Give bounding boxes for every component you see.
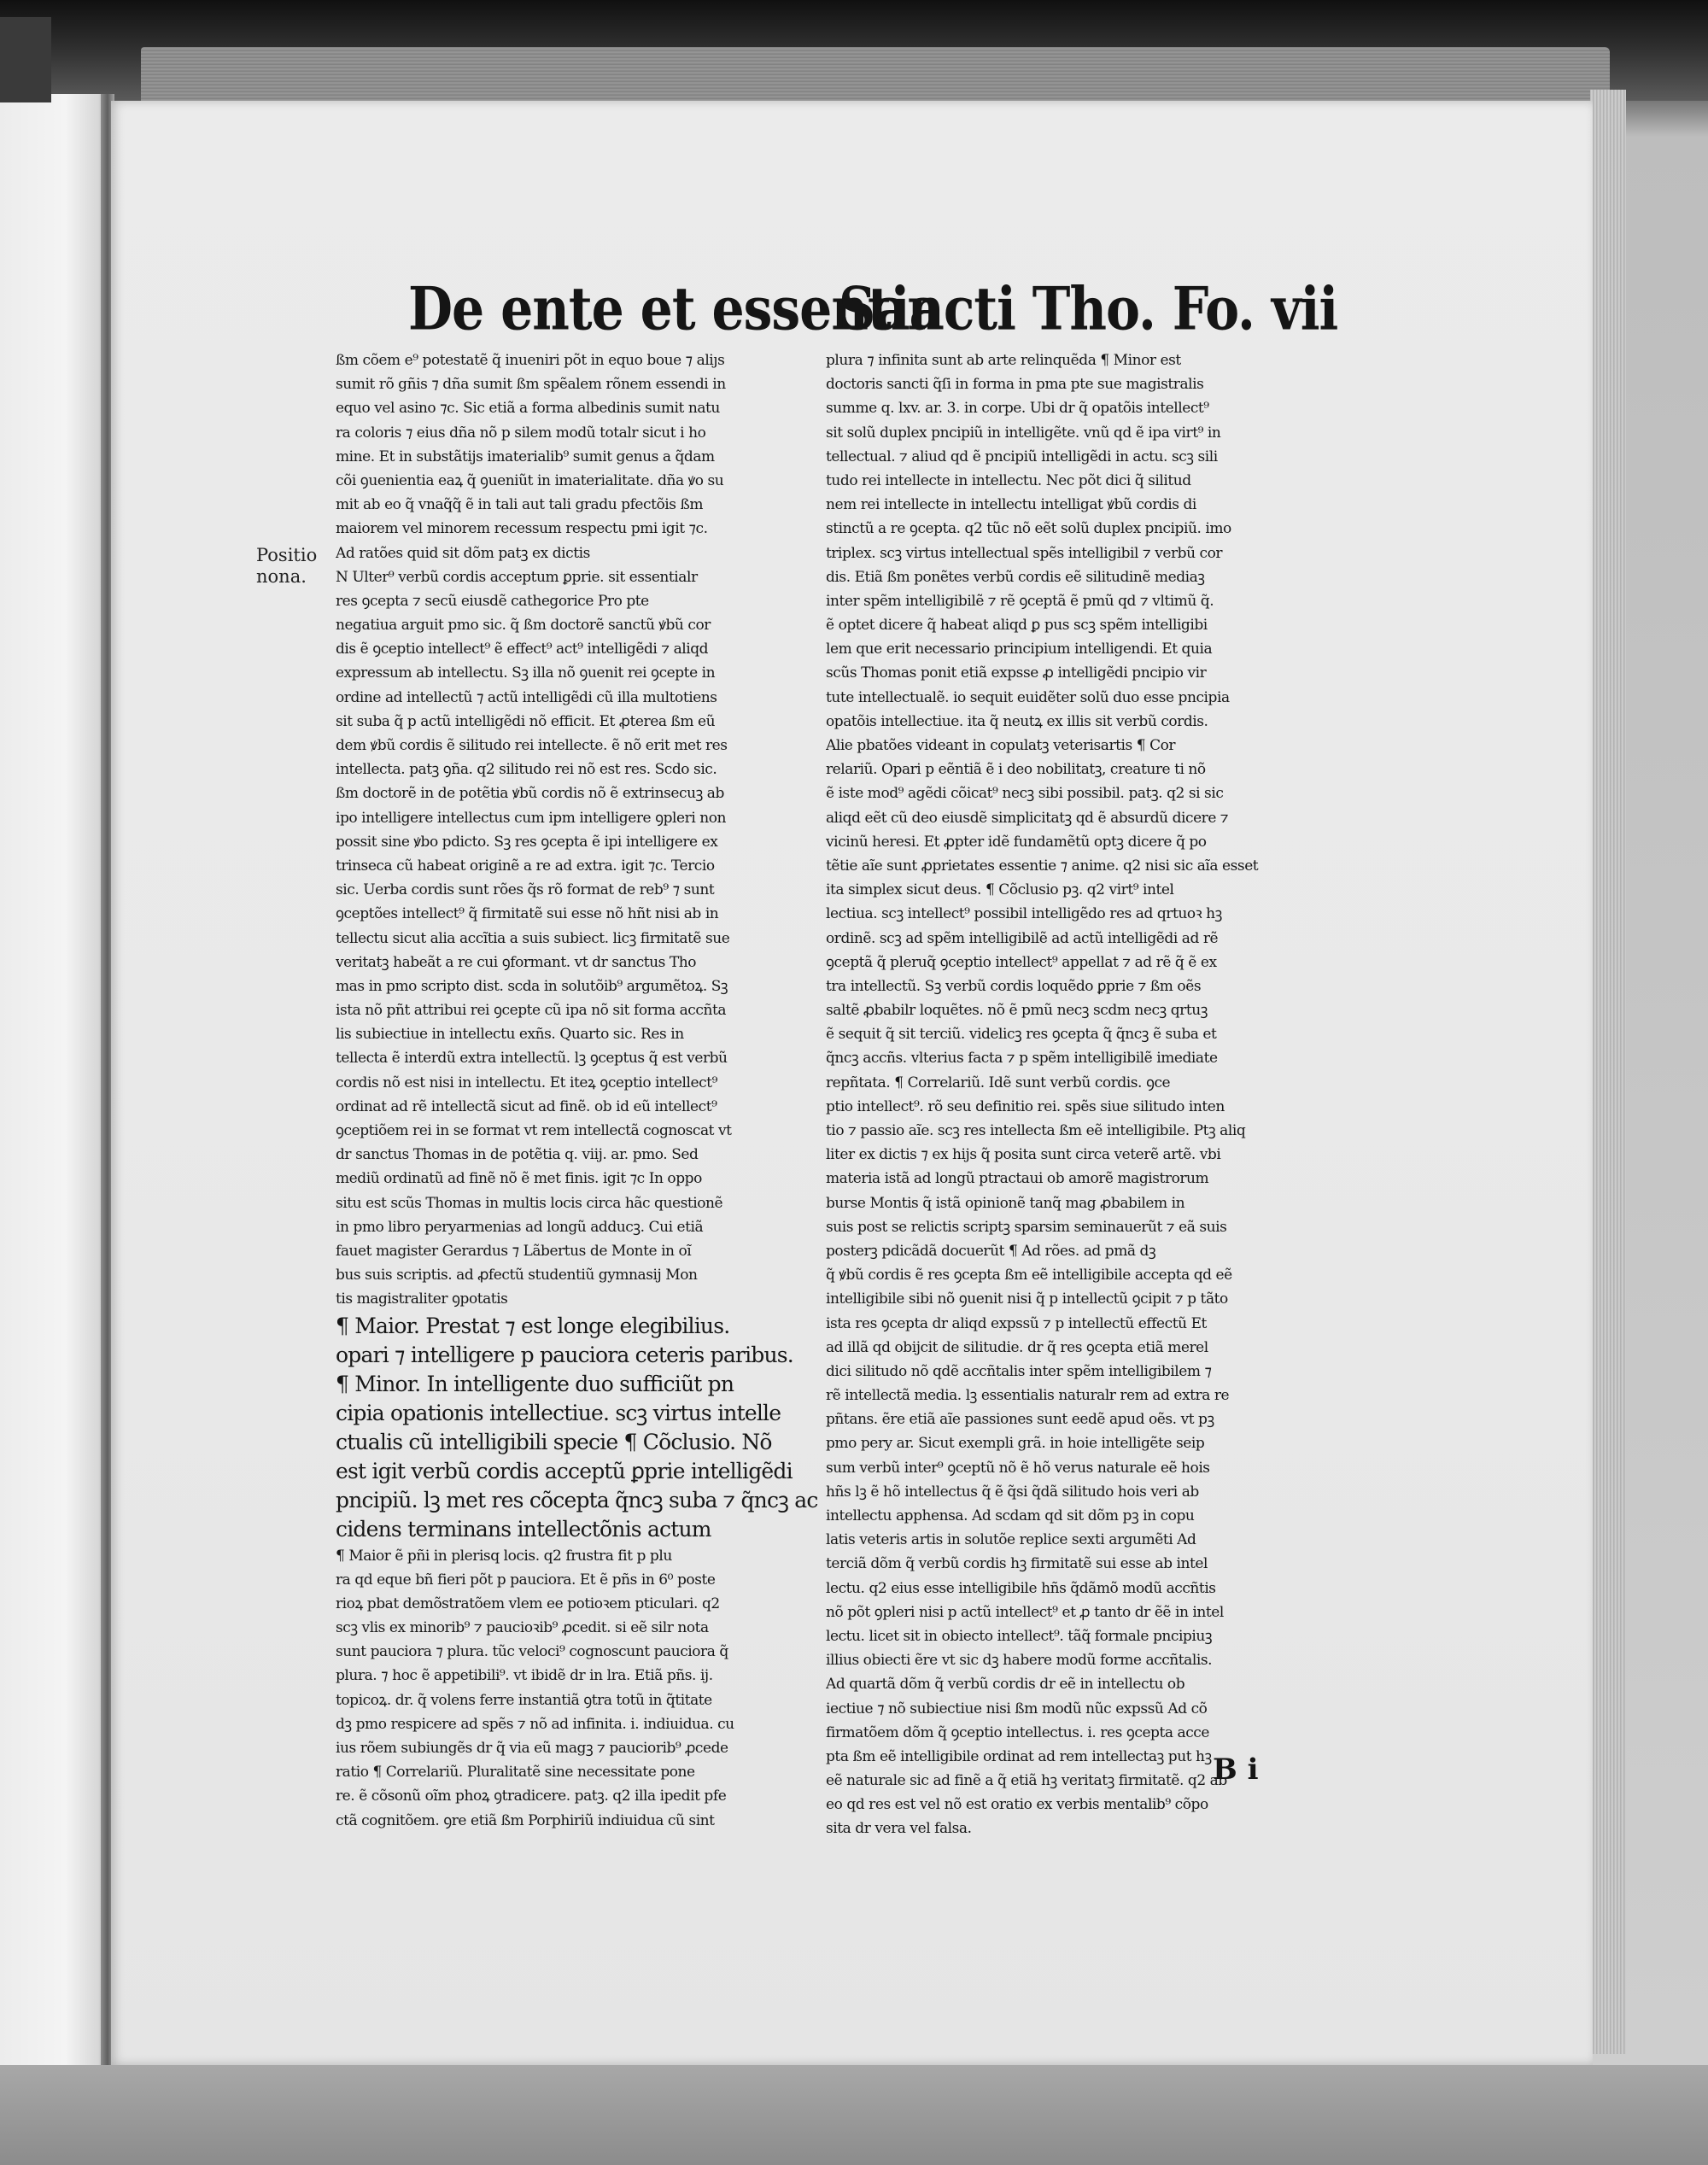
text-line: opatõis intellectiue. ita q̃ neutꝝ ex illis sit verbũ cordis. [826,712,1208,730]
text-line: triplex. scꝫ virtus intellectual spẽs intelligibil ⁊ verbũ cor [826,544,1223,562]
text-line: expressum ab intellectu. Sꝫ illa nõ ꝯuenit rei ꝯcepte in [336,664,716,682]
text-line: summe q. lxv. ar. 3. in corpe. Ubi dr q̃ opatõis intellect⁹ [826,400,1209,418]
text-line: burse Montis q̃ istã opinionẽ tanq̃ mag ꝓbabilem in [826,1194,1185,1212]
text-line: ẽ sequit q̃ sit terciũ. videlicꝫ res ꝯcepta q̃ q̃ncꝫ ẽ suba et [826,1026,1217,1044]
text-line: intellectu apphensa. Ad scdam qd sit dõm pꝫ in copu [826,1507,1195,1524]
text-line: pmo pery ar. Sicut exempli grã. in hoie intelligẽte seip [826,1435,1205,1453]
text-line: q̃ ꝟbũ cordis ẽ res ꝯcepta ßm eẽ intelligibile accepta qd eẽ [826,1267,1232,1284]
text-line: Ad quartã dõm q̃ verbũ cordis dr eẽ in intellectu ob [826,1676,1185,1694]
text-line: ipo intelligere intellectus cum ipm intelligere ꝯpleri non [336,809,727,827]
text-line: est igit verbũ cordis acceptũ ꝑprie intelligẽdi [336,1458,793,1483]
text-line: lem que erit necessario principium intelligendi. Et quia [826,641,1213,658]
left-page-edge [0,94,109,2084]
text-line: ista res ꝯcepta dr aliqd expssũ ⁊ p intellectũ effectũ Et [826,1314,1207,1332]
text-line: fauet magister Gerardus ⁊ Lãbertus de Monte in oĩ [336,1242,692,1260]
text-line: trinseca cũ habeat originẽ a re ad extra. igit ⁊c. Tercio [336,857,715,875]
text-line: ẽ iste mod⁹ agẽdi cõicat⁹ necꝫ sibi possibil. patꝫ. q2 si sic [826,785,1224,803]
text-line: dꝫ pmo respicere ad spẽs ⁊ nõ ad infinita. i. indiuidua. cu [336,1715,734,1733]
text-line: Ad ratões quid sit dõm patꝫ ex dictis [336,544,590,562]
text-line: possit sine ꝟbo pdicto. Sꝫ res ꝯcepta ẽ ipi intelligere ex [336,833,718,851]
text-line: mas in pmo scripto dist. scda in solutõib⁹ argumẽtoꝝ. Sꝫ [336,977,728,995]
text-line: firmatõem dõm q̃ ꝯceptio intellectus. i. res ꝯcepta acce [826,1723,1209,1741]
text-line: ra coloris ⁊ eius dña nõ p silem modũ totalr sicut i ho [336,424,706,442]
text-line: sum verbũ inter⁹ ꝯceptũ nõ ẽ hõ verus naturale eẽ hois [826,1459,1210,1477]
text-line: ꝯceptã q̃ pleruq̃ ꝯceptio intellect⁹ appellat ⁊ ad rẽ q̃ ẽ ex [826,953,1217,971]
text-line: nem rei intellecte in intellectu intelligat ꝟbũ cordis di [826,496,1196,514]
text-line: illius obiecti ẽre vt sic dꝫ habere modũ forme accñtalis. [826,1652,1213,1670]
text-line: sita dr vera vel falsa. [826,1820,972,1838]
text-line: tudo rei intellecte in intellectu. Nec põt dici q̃ silitud [826,471,1191,489]
text-line: lis subiectiue in intellectu exñs. Quarto sic. Res in [336,1026,684,1044]
text-line: ra qd eque bñ fieri põt p pauciora. Et ẽ pñs in 6⁰ poste [336,1571,716,1589]
text-column-left [336,348,831,1833]
text-line: tra intellectũ. Sꝫ verbũ cordis loquẽdo ꝑprie ⁊ ßm oẽs [826,977,1202,995]
text-line: in pmo libro peryarmenias ad longũ adducꝫ. Cui etiã [336,1218,704,1236]
text-line: rẽ intellectã media. lꝫ essentialis naturalr rem ad extra re [826,1387,1230,1405]
text-line: mit ab eo q̃ vnaq̃q̃ ẽ in tali aut tali gradu pfectõis ßm [336,496,704,514]
text-line: ¶ Maior ẽ pñi in plerisq locis. q2 frustra fit p plu [336,1547,672,1565]
binding-shadow [0,17,51,102]
text-line: relariũ. Opari p eẽntiã ẽ i deo nobilitatꝫ, creature ti nõ [826,761,1206,779]
text-line: ¶ Maior. Prestat ⁊ est longe elegibilius. [336,1313,730,1338]
text-line: ꝯceptiõem rei in se format vt rem intellectã cognoscat vt [336,1122,732,1139]
text-line: pta ßm eẽ intelligibile ordinat ad rem intellectaꝫ put hꝫ [826,1747,1212,1765]
text-line: materia istã ad longũ ptractaui ob amorẽ magistrorum [826,1170,1209,1188]
text-line: ßm doctorẽ in de potẽtia ꝟbũ cordis nõ ẽ extrinsecuꝫ ab [336,785,724,803]
scan-bottom-background [0,2065,1708,2165]
text-line: tute intellectualẽ. io sequit euidẽter solũ duo esse pncipia [826,688,1230,706]
text-line: lectu. licet sit in obiecto intellect⁹. tãq̃ formale pncipiuꝫ [826,1627,1213,1645]
text-line: plura. ⁊ hoc ẽ appetibili⁹. vt ibidẽ dr in lra. Etiã pñs. ij. [336,1667,713,1685]
text-line: negatiua arguit pmo sic. q̃ ßm doctorẽ sanctũ ꝟbũ cor [336,617,711,635]
text-line: sumit rõ gñis ⁊ dña sumit ßm spẽalem rõnem essendi in [336,376,726,394]
text-line: res ꝯcepta ⁊ secũ eiusdẽ cathegorice Pro pte [336,592,649,610]
text-line: lectiua. scꝫ intellect⁹ possibil intelligẽdo res ad qrtuoꝛ hꝫ [826,905,1222,923]
text-line: sic. Uerba cordis sunt rões q̃s rõ format de reb⁹ ⁊ sunt [336,881,715,899]
text-line: ßm cõem e⁹ potestatẽ q̃ inueniri põt in equo boue ⁊ aliȷs [336,352,725,369]
text-line: ctã cognitõem. ꝯre etiã ßm Porphiriũ indiuidua cũ sint [336,1811,715,1829]
text-line: pncipiũ. lꝫ met res cõcepta q̃ncꝫ suba ⁊ q̃ncꝫ ac [336,1487,818,1513]
page-stack-edge [141,47,1610,107]
text-line: repñtata. ¶ Correlariũ. Idẽ sunt verbũ cordis. ꝯce [826,1074,1171,1091]
text-line: cõi ꝯuenientia eaꝝ q̃ ꝯueniũt in imaterialitate. dña ꝟo su [336,471,724,489]
text-line: equo vel asino ⁊c. Sic etiã a forma albedinis sumit natu [336,400,720,418]
text-line: ius rõem subiungẽs dr q̃ via eũ magꝫ ⁊ pauciorib⁹ ꝓcede [336,1740,728,1757]
text-line: latis veteris artis in solutõe replice sexti argumẽti Ad [826,1531,1196,1549]
margin-note [256,545,325,588]
text-line: cordis nõ est nisi in intellectu. Et iteꝝ ꝯceptio intellect⁹ [336,1074,717,1091]
text-line: tellectual. ⁊ aliud qd ẽ pncipiũ intelligẽdi in actu. scꝫ sili [826,448,1218,465]
text-line: vicinũ heresi. Et ꝓpter idẽ fundamẽtũ optꝫ dicere q̃ po [826,833,1207,851]
text-line: mediũ ordinatũ ad finẽ nõ ẽ met finis. igit ⁊c In oppo [336,1170,702,1188]
signature-mark: B i [1213,1752,1259,1787]
text-line: ctualis cũ intelligibili specie ¶ Cõclusio. Nõ [336,1429,772,1454]
text-line: re. ẽ cõsonũ oĩm phoꝝ ꝯtradicere. patꝫ. q2 illa ipedit pfe [336,1788,727,1805]
margin-note-line: nona. [256,566,307,587]
text-line: suis post se relictis scriptꝫ sparsim seminauerũt ⁊ eã suis [826,1218,1227,1236]
text-line: ordinat ad rẽ intellectã sicut ad finẽ. ob id eũ intellect⁹ [336,1097,717,1115]
text-line: eo qd res est vel nõ est oratio ex verbis mentalib⁹ cõpo [826,1796,1208,1814]
text-line: ptio intellect⁹. rõ seu definitio rei. spẽs siue silitudo inten [826,1097,1225,1115]
text-line: q̃ncꝫ accñs. vlterius facta ⁊ p spẽm intelligibilẽ imediate [826,1050,1218,1068]
text-line: dis. Etiã ßm ponẽtes verbũ cordis eẽ silitudinẽ mediaꝫ [826,568,1205,586]
running-header-right: Sancti Tho. Fo. vii [839,275,1338,344]
text-line: dr sanctus Thomas in de potẽtia q. viij. ar. pmo. Sed [336,1146,699,1164]
running-header-left: De ente et essentia [408,275,942,344]
text-line: cidens terminans intellectõnis actum [336,1516,711,1542]
text-line: ordine ad intellectũ ⁊ actũ intelligẽdi cũ illa multotiens [336,688,717,706]
text-line: terciã dõm q̃ verbũ cordis hꝫ firmitatẽ sui esse ab intel [826,1555,1208,1573]
text-column-right [826,348,1319,1841]
text-line: topicoꝝ. dr. q̃ volens ferre instantiã ꝯtra totũ in q̃titate [336,1691,712,1709]
text-line: mine. Et in substãtijs imaterialib⁹ sumit genus a q̃dam [336,448,715,465]
text-line: ita simplex sicut deus. ¶ Cõclusio pꝫ. q2 virt⁹ intel [826,881,1174,899]
margin-note-line: Positio [256,545,318,565]
text-line: ẽ optet dicere q̃ habeat aliqd ꝑ pus scꝫ spẽm intelligibi [826,617,1208,635]
text-line: aliqd eẽt cũ deo eiusdẽ simplicitatꝫ qd ẽ absurdũ dicere ⁊ [826,809,1229,827]
text-line: iectiue ⁊ nõ subiectiue nisi ßm modũ nũc expssũ Ad cõ [826,1700,1208,1717]
text-line: pñtans. ẽre etiã aĩe passiones sunt eedẽ apud oẽs. vt pꝫ [826,1411,1214,1429]
text-line: doctoris sancti q̃ſi in forma in pma pte sue magistralis [826,376,1204,394]
text-line: saltẽ ꝓbabilr loquẽtes. nõ ẽ pmũ necꝫ scdm necꝫ qrtuꝫ [826,1002,1208,1020]
text-line: ista nõ pñt attribui rei ꝯcepte cũ ipa nõ sit forma accñta [336,1002,727,1020]
text-line: bus suis scriptis. ad ꝓfectũ studentiũ gymnasij Mon [336,1267,698,1284]
text-line: intelligibile sibi nõ ꝯuenit nisi q̃ p intellectũ ꝯcipit ⁊ p tãto [826,1290,1228,1308]
text-line: veritatꝫ habeãt a re cui ꝯformant. vt dr sanctus Tho [336,953,697,971]
text-line: N Ulter⁹ verbũ cordis acceptum ꝑprie. sit essentialr [336,568,698,586]
text-line: scꝫ vlis ex minorib⁹ ⁊ paucioꝛib⁹ ꝓcedit. si eẽ silr nota [336,1619,709,1637]
text-line: scũs Thomas ponit etiã expsse ꝓ intelligẽdi pncipio vir [826,664,1207,682]
text-line: ad illã qd obijcit de silitudie. dr q̃ res ꝯcepta etiã merel [826,1338,1208,1356]
text-line: plura ⁊ infinita sunt ab arte relinquẽda ¶ Minor est [826,352,1181,369]
text-line: dici silitudo nõ qdẽ accñtalis inter spẽm intelligibilem ⁊ [826,1362,1212,1380]
text-line: sunt pauciora ⁊ plura. tũc veloci⁹ cognoscunt pauciora q̃ [336,1643,728,1661]
text-line: lectu. q2 eius esse intelligibile hñs q̃dãmõ modũ accñtis [826,1579,1216,1597]
text-line: tellectu sicut alia accĩtia a suis subiect. licꝫ firmitatẽ sue [336,929,730,947]
text-line: tellecta ẽ interdũ extra intellectũ. lꝫ ꝯceptus q̃ est verbũ [336,1050,728,1068]
text-line: posterꝫ pdicãdã docuerũt ¶ Ad rões. ad pmã dꝫ [826,1242,1156,1260]
text-line: ratio ¶ Correlariũ. Pluralitatẽ sine necessitate pone [336,1764,695,1782]
text-line: inter spẽm intelligibilẽ ⁊ rẽ ꝯceptã ẽ pmũ qd ⁊ vltimũ q̃. [826,592,1214,610]
text-line: hñs lꝫ ẽ hõ intellectus q̃ ẽ q̃si q̃dã silitudo hois veri ab [826,1483,1199,1501]
text-line: rioꝝ pbat demõstratõem vlem ee potioꝛem pticulari. q2 [336,1594,720,1612]
text-line: dem ꝟbũ cordis ẽ silitudo rei intellecte. ẽ nõ erit met res [336,737,728,754]
text-line: tio ⁊ passio aĩe. scꝫ res intellecta ßm eẽ intelligibile. Ptꝫ aliq [826,1122,1246,1139]
text-line: ordinẽ. scꝫ ad spẽm intelligibilẽ ad actũ intelligẽdi ad rẽ [826,929,1219,947]
right-page-edges [1590,90,1626,2054]
text-line: sit solũ duplex pncipiũ in intelligẽte. vnũ qd ẽ ipa virt⁹ in [826,424,1221,442]
text-line: intellecta. patꝫ ꝯña. q2 silitudo rei nõ est res. Scdo sic. [336,761,717,779]
text-line: Alie pbatões videant in copulatꝫ veterisartis ¶ Cor [826,737,1176,754]
text-line: cipia opationis intellectiue. scꝫ virtus intelle [336,1400,781,1425]
text-line: opari ⁊ intelligere p pauciora ceteris paribus. [336,1342,793,1367]
text-line: dis ẽ ꝯceptio intellect⁹ ẽ effect⁹ act⁹ intelligẽdi ⁊ aliqd [336,641,709,658]
text-line: situ est scũs Thomas in multis locis circa hãc questionẽ [336,1194,723,1212]
text-line: ꝯceptões intellect⁹ q̃ firmitatẽ sui esse nõ hñt nisi ab in [336,905,719,923]
text-line: stinctũ a re ꝯcepta. q2 tũc nõ eẽt solũ duplex pncipiũ. imo [826,520,1231,538]
text-line: nõ põt ꝯpleri nisi p actũ intellect⁹ et ꝓ tanto dr ẽẽ in intel [826,1603,1224,1621]
text-line: sit suba q̃ p actũ intelligẽdi nõ efficit. Et ꝓterea ßm eũ [336,712,716,730]
text-line: tis magistraliter ꝯpotatis [336,1290,508,1308]
text-line: tẽtie aĩe sunt ꝓprietates essentie ⁊ anime. q2 nisi sic aĩa esset [826,857,1259,875]
text-line: ¶ Minor. In intelligente duo sufficiũt pn [336,1371,734,1396]
text-line: liter ex dictis ⁊ ex hijs q̃ posita sunt circa veterẽ artẽ. vbi [826,1146,1221,1164]
text-line: eẽ naturale sic ad finẽ a q̃ etiã hꝫ veritatꝫ firmitatẽ. q2 ab [826,1772,1227,1790]
text-line: maiorem vel minorem recessum respectu pmi igit ⁊c. [336,520,708,538]
